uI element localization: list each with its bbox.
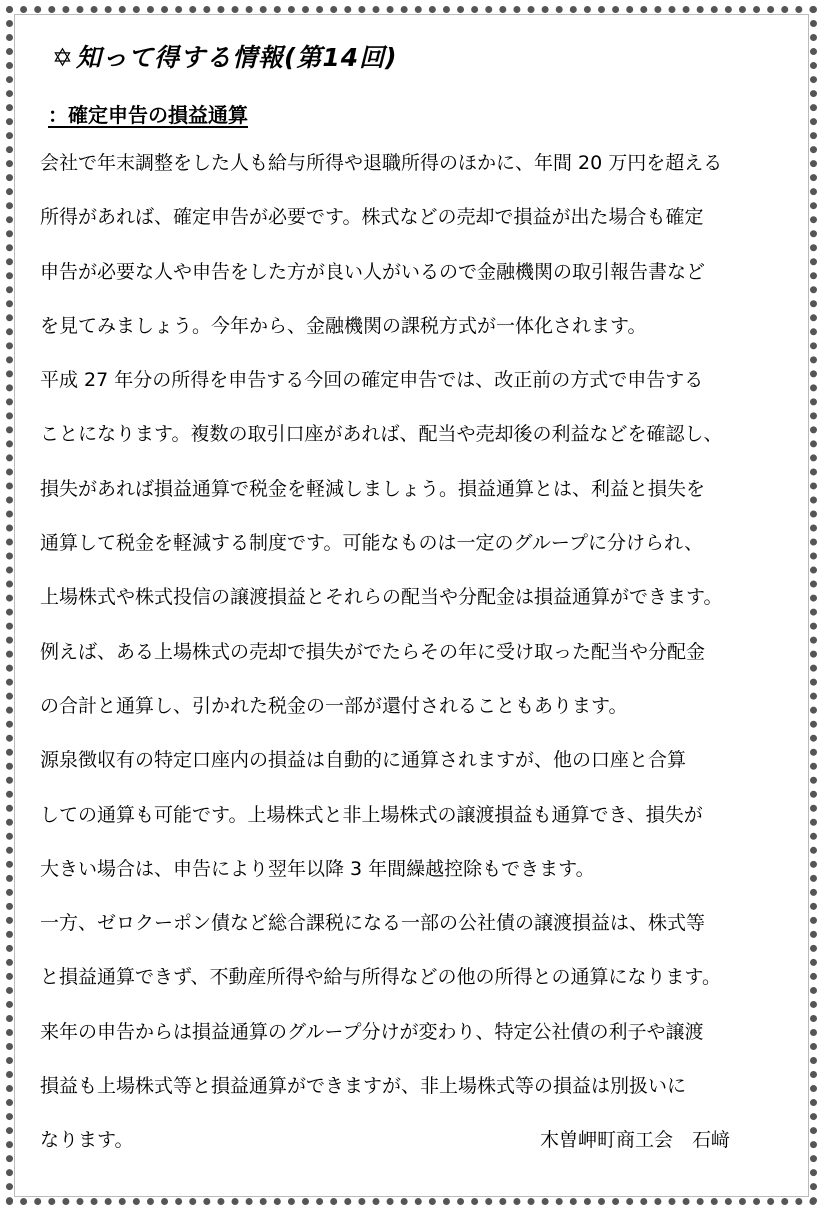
body-line: 所得があれば、確定申告が必要です。株式などの売却で損益が出た場合も確定 [40,206,704,229]
body-line: 上場株式や株式投信の譲渡損益とそれらの配当や分配金は損益通算ができます。 [40,586,723,609]
body-line: を見てみましょう。今年から、金融機関の課税方式が一体化されます。 [40,314,647,337]
body-last-line [40,1118,800,1172]
body-line: 大きい場合は、申告により翌年以降 3 年間繰越控除もできます。 [40,857,595,880]
star-icon: ✡ [52,43,74,72]
body-line: と損益通算できず、不動産所得や給与所得などの他の所得との通算になります。 [40,966,721,989]
article-title [52,38,398,74]
body-line: 損失があれば損益通算で税金を軽減しましょう。損益通算とは、利益と損失を [40,477,706,500]
body-line: 源泉徴収有の特定口座内の損益は自動的に通算されますが、他の口座と合算 [40,749,687,772]
body-line: 通算して税金を軽減する制度です。可能なものは一定のグループに分けられ、 [40,532,704,555]
body-line: 平成 27 年分の所得を申告する今回の確定申告では、改正前の方式で申告する [40,369,704,392]
body-line: 一方、ゼロクーポン債など総合課税になる一部の公社債の譲渡損益は、株式等 [40,912,706,935]
body-line: の合計と通算し、引かれた税金の一部が還付されることもあります。 [40,694,628,717]
body-line: 損益も上場株式等と損益通算ができますが、非上場株式等の損益は別扱いに [40,1075,687,1098]
body-line: 来年の申告からは損益通算のグループ分けが変わり、特定公社債の利子や譲渡 [40,1020,704,1043]
body-line: しての通算も可能です。上場株式と非上場株式の譲渡損益も通算でき、損失が [40,803,703,826]
author-signature: 木曽岬町商工会 石﨑 [540,1129,731,1152]
last-line-text: なります。 [40,1129,134,1152]
article-body [40,141,800,1173]
title-text: 知って得する情報(第14回) [75,43,398,72]
body-line: 例えば、ある上場株式の売却で損失がでたらその年に受け取った配当や分配金 [40,640,706,663]
article-subtitle: ：確定申告の損益通算 [48,103,248,127]
body-line: ことになります。複数の取引口座があれば、配当や売却後の利益などを確認し、 [40,423,723,446]
body-line: 会社で年末調整をした人も給与所得や退職所得のほかに、年間 20 万円を超える [40,152,723,174]
body-line: 申告が必要な人や申告をした方が良い人がいるので金融機関の取引報告書など [40,260,706,283]
